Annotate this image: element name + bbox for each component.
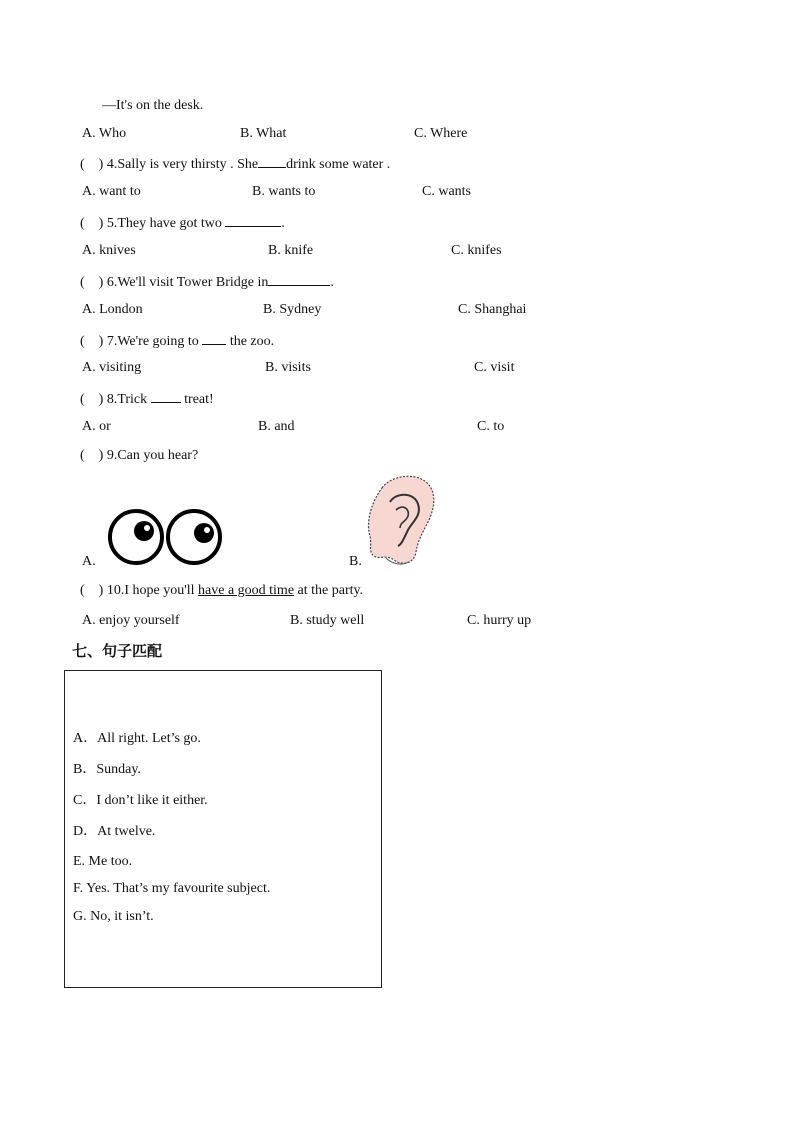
q5-blank[interactable] [225,212,281,227]
left-pupil-icon [134,521,154,541]
q9-option-a: A. [82,554,96,569]
q4-suffix: drink some water . [286,157,391,172]
q6-option-a: A. London [82,302,143,317]
q6-stem [80,271,334,292]
right-pupil-highlight [204,527,210,533]
match-option-c: C．I don’t like it either. [73,793,208,808]
q4-blank[interactable] [258,153,286,168]
q3-option-c: C. Where [414,126,468,141]
q5-prefix: ( ) 5.They have got two [80,216,222,231]
q5-option-b: B. knife [268,243,314,258]
q7-suffix: the zoo. [229,334,275,349]
match-option-b: B．Sunday. [73,762,141,777]
left-pupil-highlight [144,525,150,531]
q6-blank[interactable] [268,271,330,286]
q4-stem [80,153,390,174]
q10-prefix: ( ) 10.I hope you'll [80,583,195,598]
q8-option-a: A. or [82,419,111,434]
q7-option-a: A. visiting [82,360,142,375]
ear-outline-icon [369,476,434,563]
q5-option-a: A. knives [82,243,136,258]
q7-option-b: B. visits [265,360,311,375]
q7-option-c: C. visit [474,360,515,375]
q6-option-b: B. Sydney [263,302,322,317]
q9-stem: ( ) 9.Can you hear? [80,448,199,463]
q8-option-b: B. and [258,419,295,434]
q3-option-b: B. What [240,126,287,141]
section-heading: 七、句子匹配 [72,642,163,660]
q8-stem [80,388,214,409]
q8-option-c: C. to [477,419,505,434]
match-option-e: E. Me too. [73,854,133,869]
q4-prefix: ( ) 4.Sally is very thirsty . She [80,157,259,172]
q6-suffix: . [330,275,334,290]
ear-image [362,474,438,568]
q7-blank[interactable] [202,330,226,345]
right-pupil-icon [194,523,214,543]
match-option-d: D．At twelve. [73,824,156,839]
q10-option-c: C. hurry up [467,613,532,628]
q5-option-c: C. knifes [451,243,502,258]
q7-prefix: ( ) 7.We're going to [80,334,199,349]
q10-underlined-phrase: have a good time [198,583,295,598]
q10-option-a: A. enjoy yourself [82,613,180,628]
q5-suffix: . [281,216,285,231]
q8-prefix: ( ) 8.Trick [80,392,148,407]
q3-answer-line: —It's on the desk. [102,98,204,113]
q3-option-a: A. Who [82,126,127,141]
q8-blank[interactable] [151,388,181,403]
q10-stem [80,582,363,600]
match-option-g: G. No, it isn’t. [73,909,154,924]
sentence-match-box [64,670,382,988]
q5-stem [80,212,285,233]
q6-prefix: ( ) 6.We'll visit Tower Bridge in [80,275,269,290]
match-option-f: F. Yes. That’s my favourite subject. [73,881,271,896]
q10-suffix: at the party. [297,583,364,598]
eyes-image [106,508,224,566]
q8-suffix: treat! [184,392,214,407]
q6-option-c: C. Shanghai [458,302,527,317]
q4-option-a: A. want to [82,184,141,199]
match-option-a: A．All right. Let’s go. [73,731,201,746]
q10-option-b: B. study well [290,613,365,628]
q4-option-b: B. wants to [252,184,316,199]
q4-option-c: C. wants [422,184,471,199]
q7-stem [80,330,274,351]
q9-option-b: B. [349,554,362,569]
